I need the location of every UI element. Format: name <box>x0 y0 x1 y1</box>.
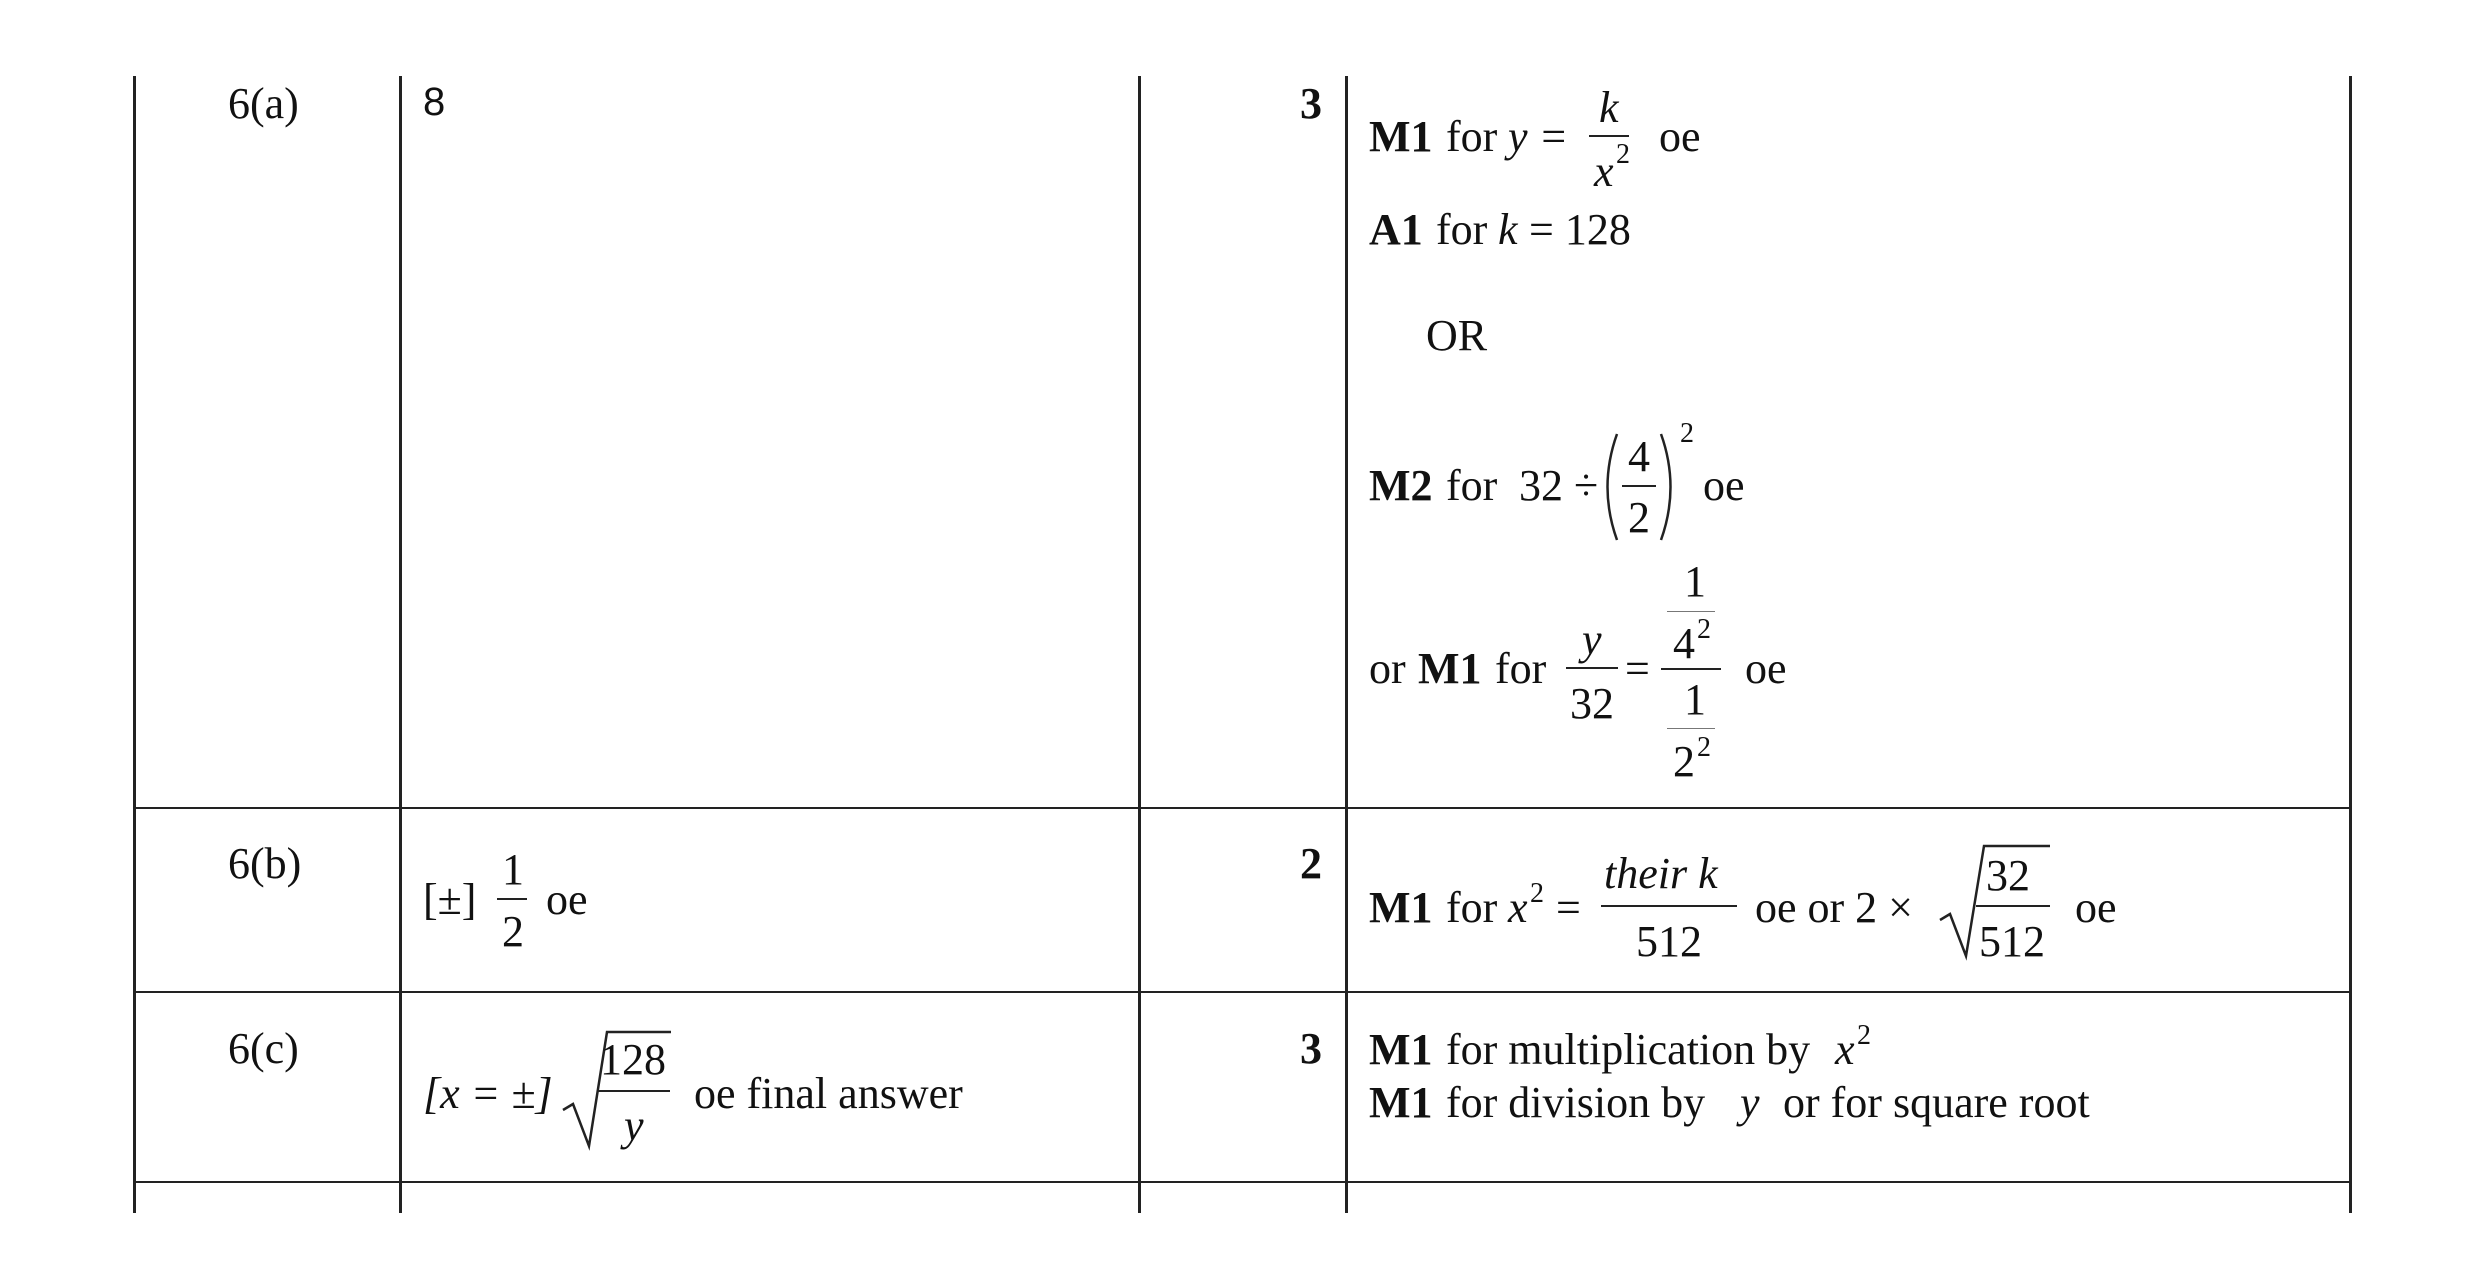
row-divider-1 <box>133 807 2352 809</box>
answer-value: 8 <box>423 80 446 124</box>
marks-value: 3 <box>1300 79 1322 128</box>
mark-code-m1: M1 <box>1369 112 1433 161</box>
fraction-numerator: y <box>1582 615 1602 664</box>
guidance-text: for <box>1446 112 1498 161</box>
fraction-numerator: 128 <box>600 1035 666 1084</box>
main-fraction-bar <box>1661 668 1721 670</box>
guidance-text: = 128 <box>1529 205 1631 254</box>
superscript: 2 <box>1530 878 1544 909</box>
inner-fraction-bar <box>1667 728 1715 729</box>
guidance-text: or <box>1369 644 1406 693</box>
row-divider-2 <box>133 991 2352 993</box>
inner-denominator: 2 <box>1673 737 1695 786</box>
mark-code-m1: M1 <box>1369 1078 1433 1127</box>
or-separator: OR <box>1426 311 1488 360</box>
math-variable: y = <box>1508 112 1569 161</box>
equals-sign: = <box>1625 644 1650 693</box>
right-parenthesis <box>1658 432 1678 542</box>
guidance-text: for <box>1446 883 1498 932</box>
fraction-numerator: k <box>1599 83 1619 132</box>
math-variable: k <box>1498 205 1518 254</box>
fraction-denominator: 2 <box>502 907 524 956</box>
fraction-numerator: their k <box>1604 849 1718 898</box>
answer-bracket: [±] <box>423 875 477 924</box>
table-border-right <box>2349 76 2352 1213</box>
guidance-text: for <box>1446 461 1498 510</box>
guidance-text: for division by <box>1446 1078 1706 1127</box>
column-divider-3 <box>1345 76 1348 1213</box>
math-variable: x <box>1835 1025 1855 1074</box>
fraction-denominator: 512 <box>1636 917 1702 966</box>
oe-text: oe <box>546 875 588 924</box>
fraction-denominator: x <box>1594 147 1614 196</box>
math-expression: 32 ÷ <box>1519 461 1599 510</box>
fraction-bar <box>1589 135 1629 137</box>
oe-text: oe <box>1703 461 1745 510</box>
superscript: 2 <box>1857 1020 1871 1051</box>
inner-denominator: 4 <box>1673 619 1695 668</box>
table-border-left <box>133 76 136 1213</box>
guidance-text: for multiplication by <box>1446 1025 1811 1074</box>
mark-code-m2: M2 <box>1369 461 1433 510</box>
mark-code-m1: M1 <box>1369 883 1433 932</box>
inner-numerator: 1 <box>1684 557 1706 606</box>
marks-value: 3 <box>1300 1024 1322 1073</box>
superscript: 2 <box>1680 418 1694 449</box>
guidance-text: for <box>1436 205 1488 254</box>
answer-bracket: [x = ±] <box>423 1069 553 1118</box>
fraction-bar <box>1566 667 1618 669</box>
fraction-denominator: y <box>624 1101 644 1150</box>
math-variable: x <box>1508 883 1528 932</box>
inner-numerator: 1 <box>1684 675 1706 724</box>
fraction-numerator: 4 <box>1628 432 1650 481</box>
superscript: 2 <box>1697 614 1711 645</box>
fraction-denominator: 2 <box>1628 493 1650 542</box>
question-number: 6(b) <box>228 839 302 888</box>
superscript: 2 <box>1616 139 1630 170</box>
fraction-denominator: 512 <box>1979 917 2045 966</box>
fraction-bar <box>497 898 527 900</box>
column-divider-1 <box>399 76 402 1213</box>
mark-code-m1: M1 <box>1369 1025 1433 1074</box>
superscript: 2 <box>1697 732 1711 763</box>
mark-code-m1: M1 <box>1418 644 1482 693</box>
fraction-numerator: 32 <box>1986 851 2030 900</box>
equals-sign: = <box>1556 883 1581 932</box>
left-parenthesis <box>1600 432 1620 542</box>
oe-text: oe <box>1659 112 1701 161</box>
oe-text: oe <box>1745 644 1787 693</box>
row-divider-3 <box>133 1181 2352 1183</box>
inner-fraction-bar <box>1667 611 1715 612</box>
fraction-bar <box>598 1090 670 1092</box>
fraction-numerator: 1 <box>502 845 524 894</box>
oe-text: oe <box>2075 883 2117 932</box>
question-number: 6(a) <box>228 79 299 128</box>
math-variable: y <box>1740 1078 1760 1127</box>
guidance-text: or for square root <box>1783 1078 2090 1127</box>
fraction-bar <box>1622 485 1656 487</box>
guidance-text: oe or 2 × <box>1755 883 1913 932</box>
fraction-bar <box>1601 905 1737 907</box>
marks-value: 2 <box>1300 839 1322 888</box>
fraction-denominator: 32 <box>1570 679 1614 728</box>
guidance-text: for <box>1495 644 1547 693</box>
question-number: 6(c) <box>228 1024 299 1073</box>
answer-text: oe final answer <box>694 1069 963 1118</box>
mark-code-a1: A1 <box>1369 205 1423 254</box>
fraction-bar <box>1976 905 2050 907</box>
column-divider-2 <box>1138 76 1141 1213</box>
